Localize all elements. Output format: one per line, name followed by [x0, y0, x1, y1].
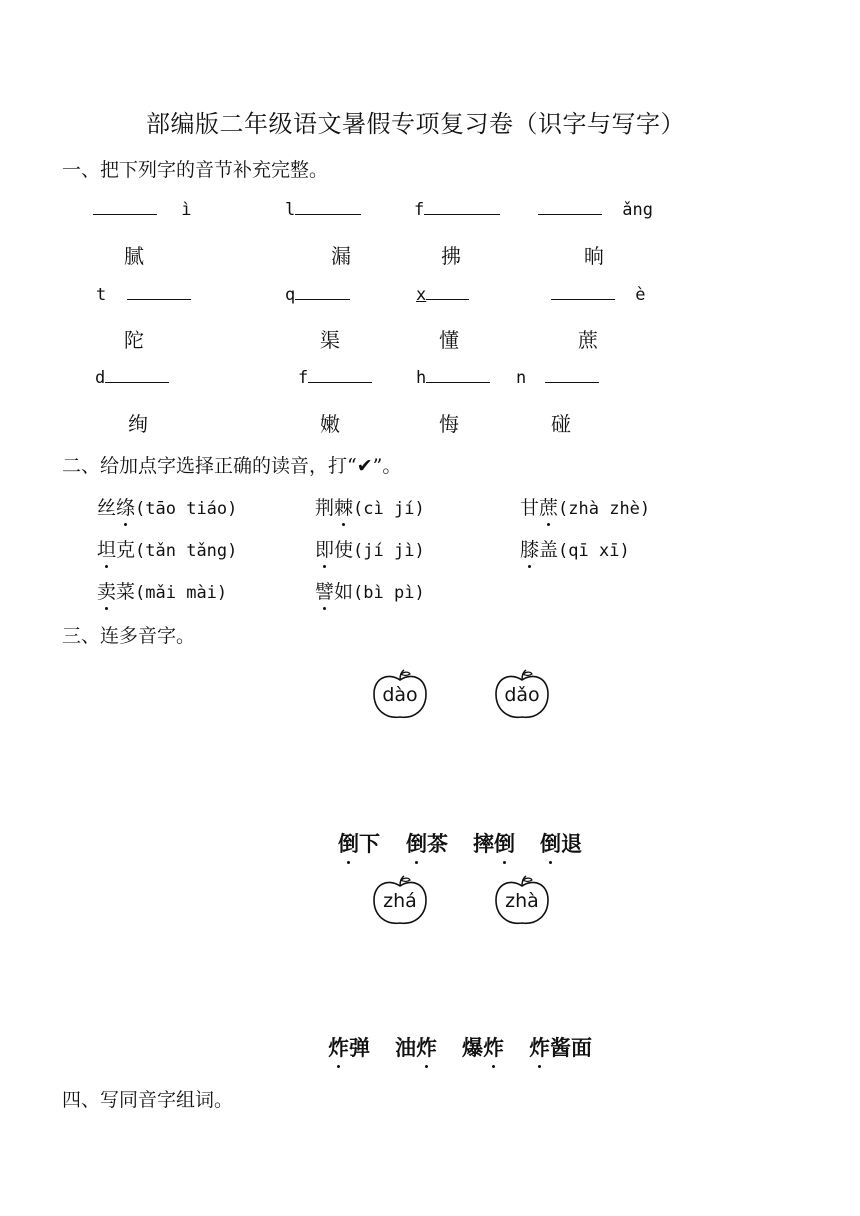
char-7: 懂 — [439, 328, 459, 352]
section-3-heading: 三、连多音字。 — [62, 625, 196, 647]
pinyin-blank-7: x — [416, 285, 469, 305]
pinyin-options[interactable]: (mǎi mài) — [135, 583, 228, 603]
apple-label[interactable]: dǎo — [504, 684, 540, 706]
dotted-char: 膝 — [520, 535, 539, 562]
apple-label[interactable]: zhá — [383, 890, 417, 912]
answer-blank[interactable] — [538, 213, 602, 215]
char-10: 嫩 — [320, 412, 340, 436]
char-8: 蔗 — [578, 328, 598, 352]
pinyin-blank-3: f — [414, 200, 500, 220]
answer-blank[interactable] — [295, 213, 361, 215]
answer-blank[interactable] — [93, 213, 157, 215]
dotted-char: 坦 — [97, 535, 116, 562]
answer-blank[interactable] — [551, 298, 615, 300]
choice-item: 坦克(tǎn tǎng) — [97, 535, 237, 562]
answer-blank[interactable] — [545, 381, 599, 383]
pinyin-blank-11: h — [416, 368, 490, 388]
choice-item: 膝盖(qī xī) — [520, 535, 630, 562]
word-item[interactable]: 摔倒 — [473, 828, 515, 858]
apple-label[interactable]: zhà — [505, 890, 539, 912]
pinyin-blank-12: n — [516, 368, 599, 388]
dotted-char: 蔗 — [539, 493, 558, 520]
pinyin-options[interactable]: (zhà zhè) — [558, 499, 651, 519]
answer-blank[interactable] — [424, 213, 500, 215]
page-title: 部编版二年级语文暑假专项复习卷（识字与写字） — [146, 110, 685, 138]
dotted-char: 卖 — [97, 577, 116, 604]
answer-blank[interactable] — [426, 298, 469, 300]
char-9: 绚 — [128, 412, 148, 436]
pinyin-options[interactable]: (qī xī) — [558, 541, 630, 561]
choice-item: 即使(jí jì) — [315, 535, 425, 562]
word-item[interactable]: 倒下 — [338, 828, 380, 858]
section-1-heading: 一、把下列字的音节补充完整。 — [62, 159, 329, 181]
section-2-heading: 二、给加点字选择正确的读音，打“✔”。 — [62, 455, 402, 477]
pinyin-blank-9: d — [95, 368, 169, 388]
pinyin-blank-2: l — [285, 200, 361, 220]
pinyin-options[interactable]: (bì pì) — [353, 583, 425, 603]
choice-item: 甘蔗(zhà zhè) — [520, 493, 650, 520]
char-6: 渠 — [320, 328, 340, 352]
pinyin-blank-10: f — [298, 368, 372, 388]
pinyin-blank-4: ǎng — [538, 200, 653, 220]
answer-blank[interactable] — [105, 381, 169, 383]
answer-blank[interactable] — [127, 298, 191, 300]
word-item[interactable]: 倒茶 — [406, 828, 448, 858]
pinyin-options[interactable]: (jí jì) — [353, 541, 425, 561]
dotted-char: 譬 — [315, 577, 334, 604]
choice-item: 譬如(bì pì) — [315, 577, 425, 604]
word-item[interactable]: 炸酱面 — [529, 1032, 592, 1062]
word-item[interactable]: 油炸 — [395, 1032, 437, 1062]
answer-blank[interactable] — [308, 381, 372, 383]
apple-label[interactable]: dào — [382, 684, 418, 706]
dotted-char: 绦 — [116, 493, 135, 520]
word-item[interactable]: 倒退 — [540, 828, 582, 858]
pinyin-blank-8: è — [551, 285, 646, 305]
pinyin-options[interactable]: (tǎn tǎng) — [135, 541, 238, 561]
dotted-char: 棘 — [334, 493, 353, 520]
section-4-heading: 四、写同音字组词。 — [62, 1089, 234, 1111]
pinyin-options[interactable]: (cì jí) — [353, 499, 425, 519]
choice-item: 丝绦(tāo tiáo) — [97, 493, 237, 520]
char-3: 拂 — [441, 244, 461, 268]
char-12: 碰 — [551, 412, 571, 436]
pinyin-blank-6: q — [285, 285, 350, 305]
char-2: 漏 — [331, 244, 351, 268]
word-item[interactable]: 爆炸 — [462, 1032, 504, 1062]
word-item[interactable]: 炸弹 — [328, 1032, 370, 1062]
choice-item: 荆棘(cì jí) — [315, 493, 425, 520]
pinyin-options[interactable]: (tāo tiáo) — [135, 499, 238, 519]
answer-blank[interactable] — [426, 381, 490, 383]
choice-item: 卖菜(mǎi mài) — [97, 577, 227, 604]
answer-blank[interactable] — [295, 298, 350, 300]
char-1: 腻 — [124, 244, 144, 268]
pinyin-blank-1: ì — [93, 200, 192, 220]
dotted-char: 即 — [315, 535, 334, 562]
pinyin-blank-5: t — [96, 285, 191, 305]
char-4: 晌 — [584, 244, 604, 268]
char-5: 陀 — [124, 328, 144, 352]
char-11: 悔 — [439, 412, 459, 436]
